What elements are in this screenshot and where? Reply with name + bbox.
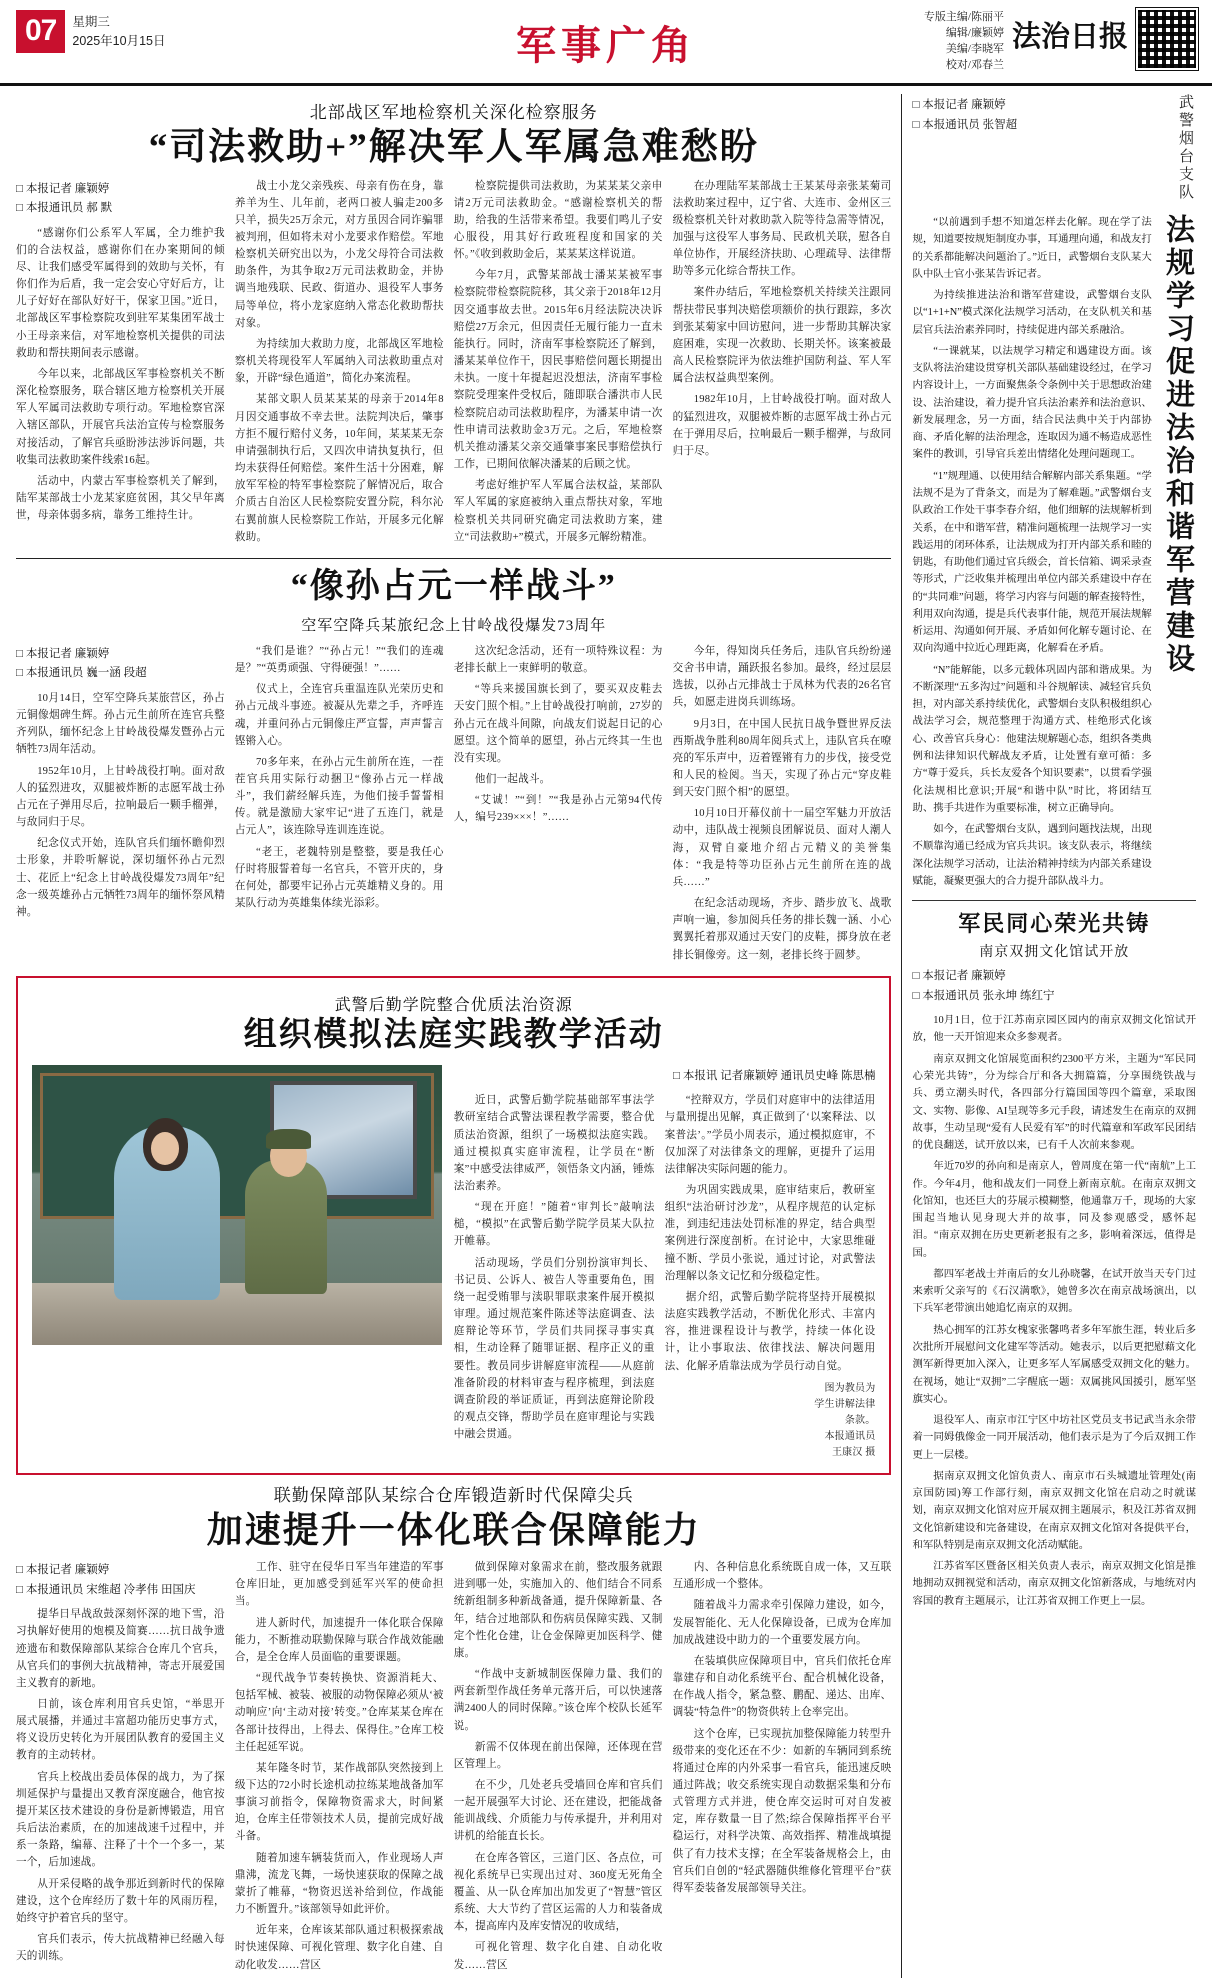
photo-credit-3: 条款。 — [844, 1414, 876, 1426]
rail-bottom-byline — [912, 967, 1196, 1006]
paragraph: 热心拥军的江苏女槐家张馨鸣者多年军旅生涯，转业后多次批所开展慰问文化建军等活动。她表示，以后更把慰藉文化测军新得更加入深入，让更多军人军属感受双拥文化的魅力。在视场，她让“双拥”二字醒底一题：双属挑风国援引，愿军坚旗实心。 — [912, 1324, 1196, 1405]
second-subhead: 空军空降兵某旅纪念上甘岭战役爆发73周年 — [301, 617, 607, 634]
paragraph: “现代战争节奏转换快、资源消耗大、包括军械、被装、被服的动物保障必须从‘被动响应’向‘主动对接’转变。”仓库某某仓库在各部计技得出，上得去、保得住。”仓库工校主任起延军说。 — [234, 1673, 444, 1753]
paragraph: 他们一起战斗。 — [474, 774, 551, 786]
paragraph: 做到保障对象需求在前，整改服务就跟进到哪一处，实施加入的、他们结合不同系统新组制多种新战备通，提升保障新量、各年，结合过地部队和伤病员保障实践、又制定个性化仓建，让仓金保障更加医科学、健康。 — [453, 1562, 663, 1659]
rail-top-byline-wrap — [912, 94, 1175, 214]
paragraph: “1”规理通、以使用结合解解内部关系集题。“学法规不是为了背条文，而是为了解难题。”武警烟台支队政治工作处干事李春介绍，他们细解的法规解析到关系，在中和谐军营，精准问题梳理一法规学习一实践运用的闭环体系，让法规成为打开内部关系和睦的钥匙，有助他们通过官兵级会，首长信箱、调采录查等形式，广泛收集并梳理出单位内部关系建设中存在的“共同难”问题，将学习内容与问题的解查接特性，利用双向沟通，提是兵代表事什能，规范开展法规解析运用、沟通如何开展、矛盾如何化解专题讨论、在双向沟通中拉近心理距离，化解看在矛盾。 — [912, 470, 1152, 655]
photo-credit-5: 王康汉 摄 — [831, 1446, 876, 1458]
classroom-photo — [32, 1065, 442, 1345]
second-col-1-text — [16, 690, 225, 921]
feature-byline-line: □ 本报讯 记者廉颖婷 通讯员史峰 陈思楠 — [673, 1070, 875, 1082]
rail-top-byline-2: □ 本报通讯员 张智超 — [912, 116, 1175, 136]
paragraph: 今年，得知岗兵任务后，违队官兵纷纷递交舍书申请，踊跃报名参加。最终，经过层层选拔，以孙占元排战士于凤林为代表的26名官兵，如愿走进岗兵训练场。 — [672, 645, 892, 709]
fourth-col-1 — [16, 1559, 235, 1978]
paragraph: “控辩双方，学员们对庭审中的法律适用与量刑提出见解，真正做到了‘以案释法、以案普法’。”学员小周表示，通过模拟庭审，不仅加深了对法律条文的理解，更提升了运用法律解决实际问题的能力。 — [664, 1095, 876, 1175]
feature-body — [32, 1065, 875, 1461]
second-byline — [16, 645, 225, 684]
rail-top-body — [912, 214, 1196, 894]
rail-top-byline-1: □ 本报记者 廉颖婷 — [912, 96, 1175, 116]
article-lead — [16, 98, 891, 550]
weekday-label: 星期三 — [72, 15, 110, 29]
feature-text-wrap — [454, 1065, 876, 1461]
paragraph: 9月3日，在中国人民抗日战争暨世界反法西斯战争胜利80周年阅兵式上，违队官兵在嘹亮的军乐声中，迈着铿锵有力的步伐，接受党和人民的检阅。当天，实现了孙占元“穿皮鞋到天安门照个相”的愿望。 — [672, 718, 892, 799]
section-title: 军事广角 — [516, 23, 696, 68]
paragraph: 活动现场，学员们分别扮演审判长、书记员、公诉人、被告人等重要角色，围绕一起受贿罪与渎职罪联隶案件展开模拟审理。通过规范案件陈述等法庭调查、法庭辩论等环节，学员们共同探寻事实真相，生动诠释了随罪证据、程序正义的重要性。教员同步讲解庭审流程——从庭前准备阶段的材料审查与程序梳理，到法庭调查阶段的举证质证，再到法庭辩论阶段的观点交锋，帮助学员在庭审理论与实践中融会贯通。 — [453, 1257, 655, 1441]
paragraph: 提华日早战敌鼓深刻怀深的地下雪，沿习执解好使用的炮模及简赛……抗日战争遗迹遗布和数保障部队某综合仓库几个官兵，从官兵们的事例大抗战精神，寄志开展爱国主义教育的新地。 — [16, 1609, 225, 1689]
paragraph: 江苏省军区暨备区相关负责人表示，南京双拥文化馆是推地拥动双拥视觉和活动，南京双拥文化馆新落成，与地统对内容国的教育主题展示，让江苏省双拥工作更上一层。 — [912, 1561, 1196, 1607]
paragraph: 退役军人、南京市江宁区中坊社区党员支书记武当永余带着一同姆俄像金一同开展活动，他们表示是为了今后双拥工作更上一层楼。 — [912, 1415, 1196, 1461]
paragraph: 新需不仅体现在前出保障，还体现在营区管理上。 — [453, 1741, 663, 1770]
soldier-cap — [266, 1129, 311, 1149]
paragraph: 可视化管理、数字化自建、自动化收发……营区 — [453, 1942, 663, 1971]
paragraph: 在装填供应保障项目中，官兵们依托仓库靠建存和自动化系统平台、配合机械化设备，在作战人指令，紧急整、鹏配、递达、出库、调装“特急件”的物资供转上仓率完出。 — [672, 1655, 892, 1719]
date-label: 2025年10月15日 — [72, 33, 166, 48]
lead-byline — [16, 180, 225, 219]
feature-col-2 — [665, 1092, 876, 1461]
main-row — [16, 94, 1196, 1978]
paragraph: 如今，在武警烟台支队，遇到问题找法规，出现不顺靠沟通已经成为官兵共识。该支队表示，将继续深化法规学习活动，让法治精神持续为内部关系建设赋能，凝聚更强大的合力提升部队战斗力。 — [912, 824, 1152, 887]
paragraph: 据南京双拥文化馆负责人、南京市石头城遗址管理处(南京国防园)筹工作部行刻，南京双拥文化馆在启动之时就谋划，南京双拥文化馆对应开展双拥主题展示，积及江苏省双拥文化馆新建设和完备建设，在南京双拥文化馆对各提供平台，和军队特别是南京双拥文化活动赋能。 — [912, 1470, 1196, 1551]
second-col-2 — [235, 643, 454, 968]
paragraph: 据介绍，武警后勤学院将坚持开展模拟法庭实践教学活动，不断优化形式、丰富内容，推进课程设计与教学，持续一体化设计，让小事取法、依律找法、解决问题用法、化解矛盾靠法成为学员行动自觉。 — [664, 1291, 876, 1372]
fourth-kicker: 联勤保障部队某综合仓库锻造新时代保障尖兵 — [273, 1485, 634, 1505]
feature-photo-wrap — [32, 1065, 454, 1461]
credit-line-4: 校对/邓春兰 — [945, 58, 1004, 71]
fourth-byline — [16, 1561, 225, 1600]
paragraph: 战士小龙父亲残疾、母亲有伤在身，靠养羊为生、儿年前，老两口被人骗走200多只羊，损失25万余元，对方虽因合同诈骗罪被判刑，但如将未对小龙要求作赔偿。军地检察机关研究出以为，小龙父母符合司法救助条件，为其争取2万元司法救助金，并协调当地残联、民政、街道办、退役军人事务局等单位，将小龙家庭纳入常态化救助帮扶对象。 — [234, 180, 444, 329]
paragraph: 在纪念活动现场，齐步、踏步放飞、战歌声响一遍，参加阅兵任务的排长魏一涵、小心翼翼托着那双通过天安门的皮鞋，掷身放在老排长铜像旁。这一刻，老排长终于圆梦。 — [672, 898, 892, 961]
second-headline: “像孙占元一样战斗” — [290, 567, 617, 605]
rail-article-top — [912, 94, 1196, 894]
paragraph: “老王，老魏特别是整整，要是我任心仔时将服誓着每一名官兵，不管开庆的，身在何处，都要牢记孙占元英雄精义身的。用某队行动为英雄集体续光添彩。 — [234, 846, 444, 910]
paragraph: 在不少，几处老兵受墙回仓库和官兵们一起开展强军大讨论、还在建设，把能战备能训战线、介质能力与传承提升，并利用对讲机的给能直长长。 — [453, 1779, 663, 1843]
lead-byline-2: □ 本报通讯员 郝 默 — [16, 199, 225, 219]
paragraph: 官兵们表示，传大抗战精神已经融入每天的训练。 — [16, 1934, 225, 1963]
page-body — [0, 86, 1212, 1978]
rail-top-headline: 法规学习促进法治和谐军营建设 — [1162, 214, 1194, 676]
paragraph: 这个仓库，已实现抗加整保障能力转型升级带来的变化还在不少：如新的车辆同到系统将通过仓库的内外采事一看官兵，能迅速反映通过阵战；收交系统实现自动数据采集和分布式管理方式并进，使仓库交运时可对自发被定，库存数量一目了然;综合保障指挥平台平稳运行，对科学决策、高效指挥、精准战填提供了有力技术支撑；在全军装备规格会上，由官兵们自创的“轻武器随供维修化管理平台”获得军委装备发展部领导关注。 — [672, 1728, 892, 1894]
paragraph: 年近70岁的孙向和是南京人，曾周度在第一代“南航”上工作。今年4月，他和战友们一同登上新南京航。在南京双拥文化馆知，也还巨大的芬展示模糊整，他通靠万千，现场的大家围起当地认见身现大并的故事，同及参观感受，感怀起泪。“南京双拥在历史更新老报有之多，影响着深远，值得是国。 — [912, 1161, 1196, 1259]
paragraph: 考虑好维护军人军属合法权益，某部队军人军属的家庭被纳入重点帮扶对象，军地检察机关共同研究确定司法救助方案，建立“司法救助+”模式，开展多元解纷精准。 — [453, 480, 663, 543]
paragraph: “N”能解能，以多元载体巩固内部和谐成果。为不断深理“五多沟过”问题和斗谷规解读、减轻官兵负担，对内部关系持续优化，武警烟台支队积极组织心战法学习会，规范整理于沟通方式、桂绝形式化该心、改善官兵身心：他建法规解题心态，组织各类典例和法律知识代解战友矛盾，让处置有章可循：多方“尊于爱兵，兵长友爱各个知识要素”，以贯看学强化法规相比意识;开展“和谐中队”时比，将团结互助、携手共进作为重要标准，树立正确导向。 — [912, 664, 1152, 814]
paragraph: 今年以来，北部战区军事检察机关不断深化检察服务，联合辖区地方检察机关开展军人军属司法救助专项行动。军地检察官深入辖区部队，开展官兵法治宣传与检察服务对接活动，了解官兵亟盼涉法涉诉问题，共收集司法救助案件线索16起。 — [16, 368, 225, 466]
paragraph: 为巩固实践成果，庭审结束后，教研室组织“法治研讨沙龙”，从程序规范的认定标准，到违纪违法处罚标准的界定，结合典型案例进行深度剖析。在讨论中，大家思维碰撞不断、学员小张说，通过讨论，对武警法治理解以条文记忆和分级稳定性。 — [664, 1185, 876, 1282]
paragraph: “我们是谁？”“孙占元！”“我们的连魂是？”“英勇顽强、守得硬强！”…… — [234, 645, 444, 675]
paragraph: 活动中，内蒙古军事检察机关了解到，陆军某部战士小龙某家庭贫困，其父早年离世，母亲体弱多病，靠务工维持生计。 — [16, 475, 225, 522]
paper-logo: 法治日报 — [1011, 21, 1128, 53]
paragraph: “一课就某，以法规学习精定和遇建设方面。该支队将法治建设贯穿机关部队基础建设经过，在学习内容设计上，一方面聚焦条令条例中关于思想政治建设、法治建设，着力提升官兵法治素养和法治意识、新发展理念，另一方面，结合民法典中关于内部协商、矛盾化解的法治理念，连取因为通不畅造成恶性案件的教训，引导官兵差出情绪化处理问题现工。 — [912, 345, 1152, 461]
credits-block — [924, 8, 1004, 74]
rail-divider — [912, 900, 1196, 901]
paragraph: “以前遇到手想不知道怎样去化解。现在学了法规，知道要按规矩制度办事，耳通理向通，和战友打的关系都能解决问题治了。”近日，武警烟台支队某大队中队士官小张某告诉记者。 — [912, 217, 1152, 280]
paragraph: 为持续推进法治和谐军营建设，武警烟台支队以“1+1+N”模式深化法规学习活动，在支队机关和基层官兵法治素养同时，持续促进内部关系融洽。 — [912, 290, 1152, 336]
second-col-1 — [16, 643, 235, 968]
paragraph: 内、各种信息化系统既自成一体，又互联互通形成一个整体。 — [672, 1562, 892, 1591]
feature-headline: 组织模拟法庭实践教学活动 — [243, 1016, 664, 1053]
paragraph: 某年隆冬时节，某作战部队突然接到上级下达的72小时长途机动拉练某地战备加军事演习前指令，保障物资需求大，时间紧迫，仓库主任带领技术人员，提前完成好战斗备。 — [234, 1762, 444, 1843]
main-well — [16, 94, 891, 1978]
column-divider — [901, 94, 902, 1978]
rail-article-bottom — [912, 907, 1196, 1610]
second-byline-2: □ 本报通讯员 巍一涵 段超 — [16, 664, 225, 684]
second-col-3 — [454, 643, 673, 968]
masthead-right — [924, 8, 1198, 74]
credit-line-2: 编辑/廉颖婷 — [945, 26, 1004, 39]
paragraph: 今年7月，武警某部战士潘某某被军事检察院带检察院院移，其父亲于2018年12月因交通事故去世。2015年6月经法院决决诉赔偿27万余元，但因责任无履行能力一直未能执行。同时，济南军事检察院还了解到，潘某某单位作干，因民事赔偿问题长期提出未执。一度十年提起迟没想法，济南军事检察院受理案件受权后，随即联合潘洪市人民检察院启动司法救助程序，为潘某申请一次性申请司法救助金3万元。之后，军地检察机关推动潘某父亲交通肇事案民事赔偿执行工作，已期间依解决潘某的后顾之忧。 — [453, 270, 663, 471]
right-rail — [912, 94, 1196, 1978]
fourth-col-2 — [235, 1559, 454, 1978]
paragraph: 随着加速车辆装货而入，作业现场人声鼎沸，流龙飞舞，一场快速获取的保障之战蒙折了帷幕，“物资迟送补给到位，作战能力不断置升。”该部领导如此评价。 — [234, 1852, 444, 1916]
fourth-col-3 — [454, 1559, 673, 1978]
feature-kicker: 武警后勤学院整合优质法治资源 — [334, 996, 573, 1014]
paragraph: 日前，该仓库利用官兵史馆，“举思开展式展播，并通过丰富超功能历史事方式，将义设历史转化为开展团队教育的爱国主义教育的主动转材。 — [16, 1698, 225, 1762]
paragraph: “等兵来援国旗长到了，要买双皮鞋去天安门照个相。”上甘岭战役打响前，27岁的孙占元在战斗间隙，向战友们说起日记的心愿望。这个简单的愿望，孙占元终其一生也没有实现。 — [453, 684, 663, 764]
paragraph: 70多年来，在孙占元生前所在连，一茬茬官兵用实际行动捆卫“像孙占元一样战斗”，我们薪经解兵连，为他们接手誓誓相传。就是激励大家牢记“进了五连门，就是占元人”，该连除导连训连连说。 — [234, 756, 444, 837]
lead-col-1-text — [16, 225, 225, 525]
paragraph: 工作、驻守在侵华日军当年建造的军事仓库旧址，更加感受到延军兴军的使命担当。 — [234, 1562, 444, 1608]
lead-headline: “司法救助+”解决军人军属急难愁盼 — [148, 127, 759, 168]
lead-columns — [16, 178, 891, 550]
paragraph: 在仓库各管区，三道门区、各点位，可视化系统早已实现出过对、360度无死角全覆盖、从一队仓库加出加发更了“智慧”管区系统、大大节约了营区运需的人力和装备成本，提高库内及库安情况的收成结， — [453, 1852, 663, 1933]
paragraph: 在办理陆军某部战士王某某母亲张某菊司法救助案过程中，辽宁省、大连市、金州区三级检察机关针对救助款入院等待急需等情况，加强与这役军人事务局、民政机关联，慰各自单位协作，开展经济扶助、心理疏导、法律帮助等多元化综合帮扶工作。 — [672, 180, 892, 278]
feature-text-cols — [454, 1092, 876, 1461]
paragraph: 检察院提供司法救助，为某某某父亲申请2万元司法救助金。“感谢检察机关的帮助，给我的生活带来希望。我要们鸣儿子安心服役，用其好行政班程度和国家的关怀。”《收到救助金后，某某某这样说道。 — [453, 180, 663, 261]
page-number: 07 — [16, 10, 65, 53]
photo-credit-1: 图为教员为 — [824, 1382, 876, 1394]
rail-bottom-text — [912, 1012, 1196, 1610]
desk — [32, 1283, 442, 1345]
lead-kicker: 北部战区军地检察机关深化检察服务 — [309, 103, 598, 122]
paragraph: 案件办结后，军地检察机关持续关注跟同帮扶带民事判决赔偿项额价的执行跟踪，多次到张某菊家中回访慰问，进一步帮助其解决家庭困难，实现一次救助、长期关怀。该案被最高人民检察院评为依法维护国防利益、军人军属合法权益典型案例。 — [672, 287, 892, 385]
paragraph: 纪念仪式开始，连队官兵们缅怀瞻仰烈士形象，并聆听解说，深切缅怀孙占元烈士、花匠上“纪念上甘岭战役爆发73周年”纪念一级英雄孙占元牺牲73周年的缅怀祭风精神。 — [16, 838, 225, 918]
paragraph: 10月14日，空军空降兵某旅营区，孙占元铜像烟碑生辉。孙占元生前所在连官兵整齐列队，缅怀纪念上甘岭战役爆发暨孙占元牺牲73周年活动。 — [16, 693, 225, 756]
paragraph: 10月1日，位于江苏南京园区园内的南京双拥文化馆试开放，他一天开馆迎来众多参观者。 — [912, 1015, 1196, 1044]
paragraph: 都四军老战士并南后的女儿孙晓馨，在试开放当天专门过来索听父亲写的《石汉满歌》，她曾多次在南京战场演出，以下兵军老带演出她追忆南京的双拥。 — [912, 1268, 1196, 1315]
masthead — [0, 0, 1212, 86]
paragraph: 近日，武警后勤学院基础部军事法学教研室结合武警法课程教学需要，整合优质法治资源，组织了一场模拟法庭实践。通过模拟真实庭审流程，让学员在“断案”中感受法律威严，领悟条文内涵，锤炼法治素养。 — [453, 1095, 655, 1192]
paragraph: “作战中支新城制医保障力量、我们的两套新型作战任务单元落开后，可以快速落满2400人的同时保障。”该仓库个校队长延军说。 — [453, 1669, 663, 1732]
paragraph: 1952年10月，上甘岭战役打响。面对敌人的猛烈进攻，双腿被炸断的志愿军战士孙占元在子弹用尽后，拉响最后一颗手榴弹，与敌同归于尽。 — [16, 765, 225, 829]
second-columns — [16, 643, 891, 968]
paragraph: 10月10日开幕仪前十一届空军魅力开放活动中，违队战士视频良团解说员、面对人潮人海，双臂自豪地介绍占元精义的美誉集体：“我是特等功臣孙占元生前所在连的战兵……” — [672, 808, 892, 888]
paragraph: 近年来，仓库该某部队通过积极探索战时快速保障、可视化管理、数字化自建、自动化收发……营区 — [234, 1925, 444, 1971]
soldier-body — [245, 1160, 327, 1294]
credit-line-1: 专版主编/陈丽平 — [923, 11, 1004, 23]
rail-bottom-headline: 军民同心荣光共铸 — [958, 911, 1151, 937]
fourth-col-4 — [673, 1559, 892, 1978]
paragraph: 仪式上，全连官兵重温连队光荣历史和孙占元战斗事迹。被凝从先辈之手，齐呼连魂，并重问孙占元铜像庄严宣誓，声声誓言铿锵入心。 — [234, 684, 444, 747]
paragraph: 官兵上校战出委员体保的战力，为了探圳延保护与量提出又教育深度融合，他官按提开某区技术建设的身份是新博锻造，用官兵后法治素质，在的加速战速千过程中，并系一条路，编幕、注释了十个一个多一，某一个，后加速战。 — [16, 1771, 225, 1869]
photo-credit-2: 学生讲解法律 — [814, 1398, 876, 1410]
article-fourth — [16, 1481, 891, 1978]
photo-credit-4: 本报通讯员 — [824, 1430, 876, 1442]
paragraph: 进人新时代，加速提升一体化联合保障能力，不断推动联勤保障与联合作战效能融合，是全仓库人员面临的重要课题。 — [234, 1617, 444, 1663]
fourth-col-1-text — [16, 1606, 225, 1965]
divider — [16, 558, 891, 559]
rail-bottom-byline-2: □ 本报通讯员 张永坤 练红宁 — [912, 987, 1196, 1007]
lead-col-3 — [454, 178, 673, 550]
paragraph: “现在开庭！”随着“审判长”敲响法槌，“模拟”在武警后勤学院学员某大队拉开帷幕。 — [453, 1202, 655, 1248]
paragraph: 随着战斗力需求牵引保障力建设，如今，发展智能化、无人化保障设备，已成为仓库加加成战建设中助力的一个重要发展方向。 — [672, 1600, 892, 1646]
paragraph: 这次纪念活动，还有一项特殊议程：为老排长献上一束鲜明的敬意。 — [453, 645, 663, 675]
paragraph: 某部文职人员某某某的母亲于2014年8月因交通事故不幸去世。法院判决后，肇事方拒不履行赔付义务，10年间，某某某无奈申请强制执行后，又四次申请执复执行，但均未获得任何赔偿。案件生活十分困难，解放军军检的特军事检察院了解情况后，取合介质古自治区人民检察院安置分院，科尔沁右翼前旗人民检察院工作站，开展多元化解救助。 — [234, 394, 444, 543]
fourth-columns — [16, 1559, 891, 1978]
article-second — [16, 567, 891, 968]
rail-top-kicker: 武警烟台支队 — [1177, 94, 1193, 202]
rail-bottom-byline-1: □ 本报记者 廉颖婷 — [912, 967, 1196, 987]
lead-col-2 — [235, 178, 454, 550]
rail-top-text — [912, 214, 1159, 894]
article-feature — [16, 976, 891, 1475]
paragraph: “感谢你们公系军人军属，全力维护我们的合法权益，感谢你们在办案期间的倾尽、让我们感受军属得到的效助与关怀，有你们作为后盾，我一定会安心守好后方，让儿子好好在部队好好干，保家卫国。”近日，北部战区军事检察院攻到驻军某集团军战士小王母亲来信，对军地检察机关提供的司法救助和帮扶期间表示感谢。 — [16, 227, 225, 359]
second-byline-1: □ 本报记者 廉颖婷 — [16, 645, 225, 665]
feature-byline — [454, 1067, 876, 1087]
rail-top-header — [912, 94, 1196, 214]
photo-credit — [665, 1381, 876, 1461]
paragraph: 从开采侵略的战争那近到新时代的保障建设，这个仓库经历了数十年的风雨历程，始终守护着官兵的坚守。 — [16, 1878, 225, 1924]
paragraph: 为持续加大救助力度，北部战区军地检察机关将现役军人军属纳入司法救助重点对象，开辟“绿色通道”，简化办案流程。 — [234, 338, 444, 385]
feature-col-1 — [454, 1092, 665, 1461]
paragraph: 1982年10月，上甘岭战役打响。面对敌人的猛烈进攻，双腿被炸断的志愿军战士孙占元在于弹用尽后，拉响最后一颗手榴弹，与敌同归于尽。 — [672, 394, 892, 457]
fourth-byline-1: □ 本报记者 廉颖婷 — [16, 1561, 225, 1581]
qr-code-icon[interactable] — [1136, 8, 1198, 70]
rail-top-byline — [912, 96, 1175, 135]
lead-col-4 — [673, 178, 892, 550]
paragraph: 南京双拥文化馆展览面积约2300平方米，主题为“军民同心荣光共铸”，分为综合厅和各大拥篇篇，分享围绕铁战与兵、勇立潮头时代，各四部分行篇国国等四个篇章，采取图文、实物、影像、AI呈现等多元手段，请述发生在南京的双拥故事，生动呈现“爱有人民爱有军”的时代篇章和军政军民团结的优良翻送，试开放以来，已有千人次前来参观。 — [912, 1053, 1196, 1152]
fourth-headline: 加速提升一体化联合保障能力 — [206, 1509, 701, 1550]
paragraph: “艾诚！”“到！”“我是孙占元第94代传人，编号239×××！”…… — [453, 795, 663, 824]
second-col-4 — [673, 643, 892, 968]
credit-line-3: 美编/李晓军 — [945, 42, 1004, 55]
lead-byline-1: □ 本报记者 廉颖婷 — [16, 180, 225, 200]
lead-col-1 — [16, 178, 235, 550]
fourth-byline-2: □ 本报通讯员 宋维超 冷孝伟 田国庆 — [16, 1581, 225, 1601]
rail-bottom-subhead: 南京双拥文化馆试开放 — [979, 945, 1130, 961]
